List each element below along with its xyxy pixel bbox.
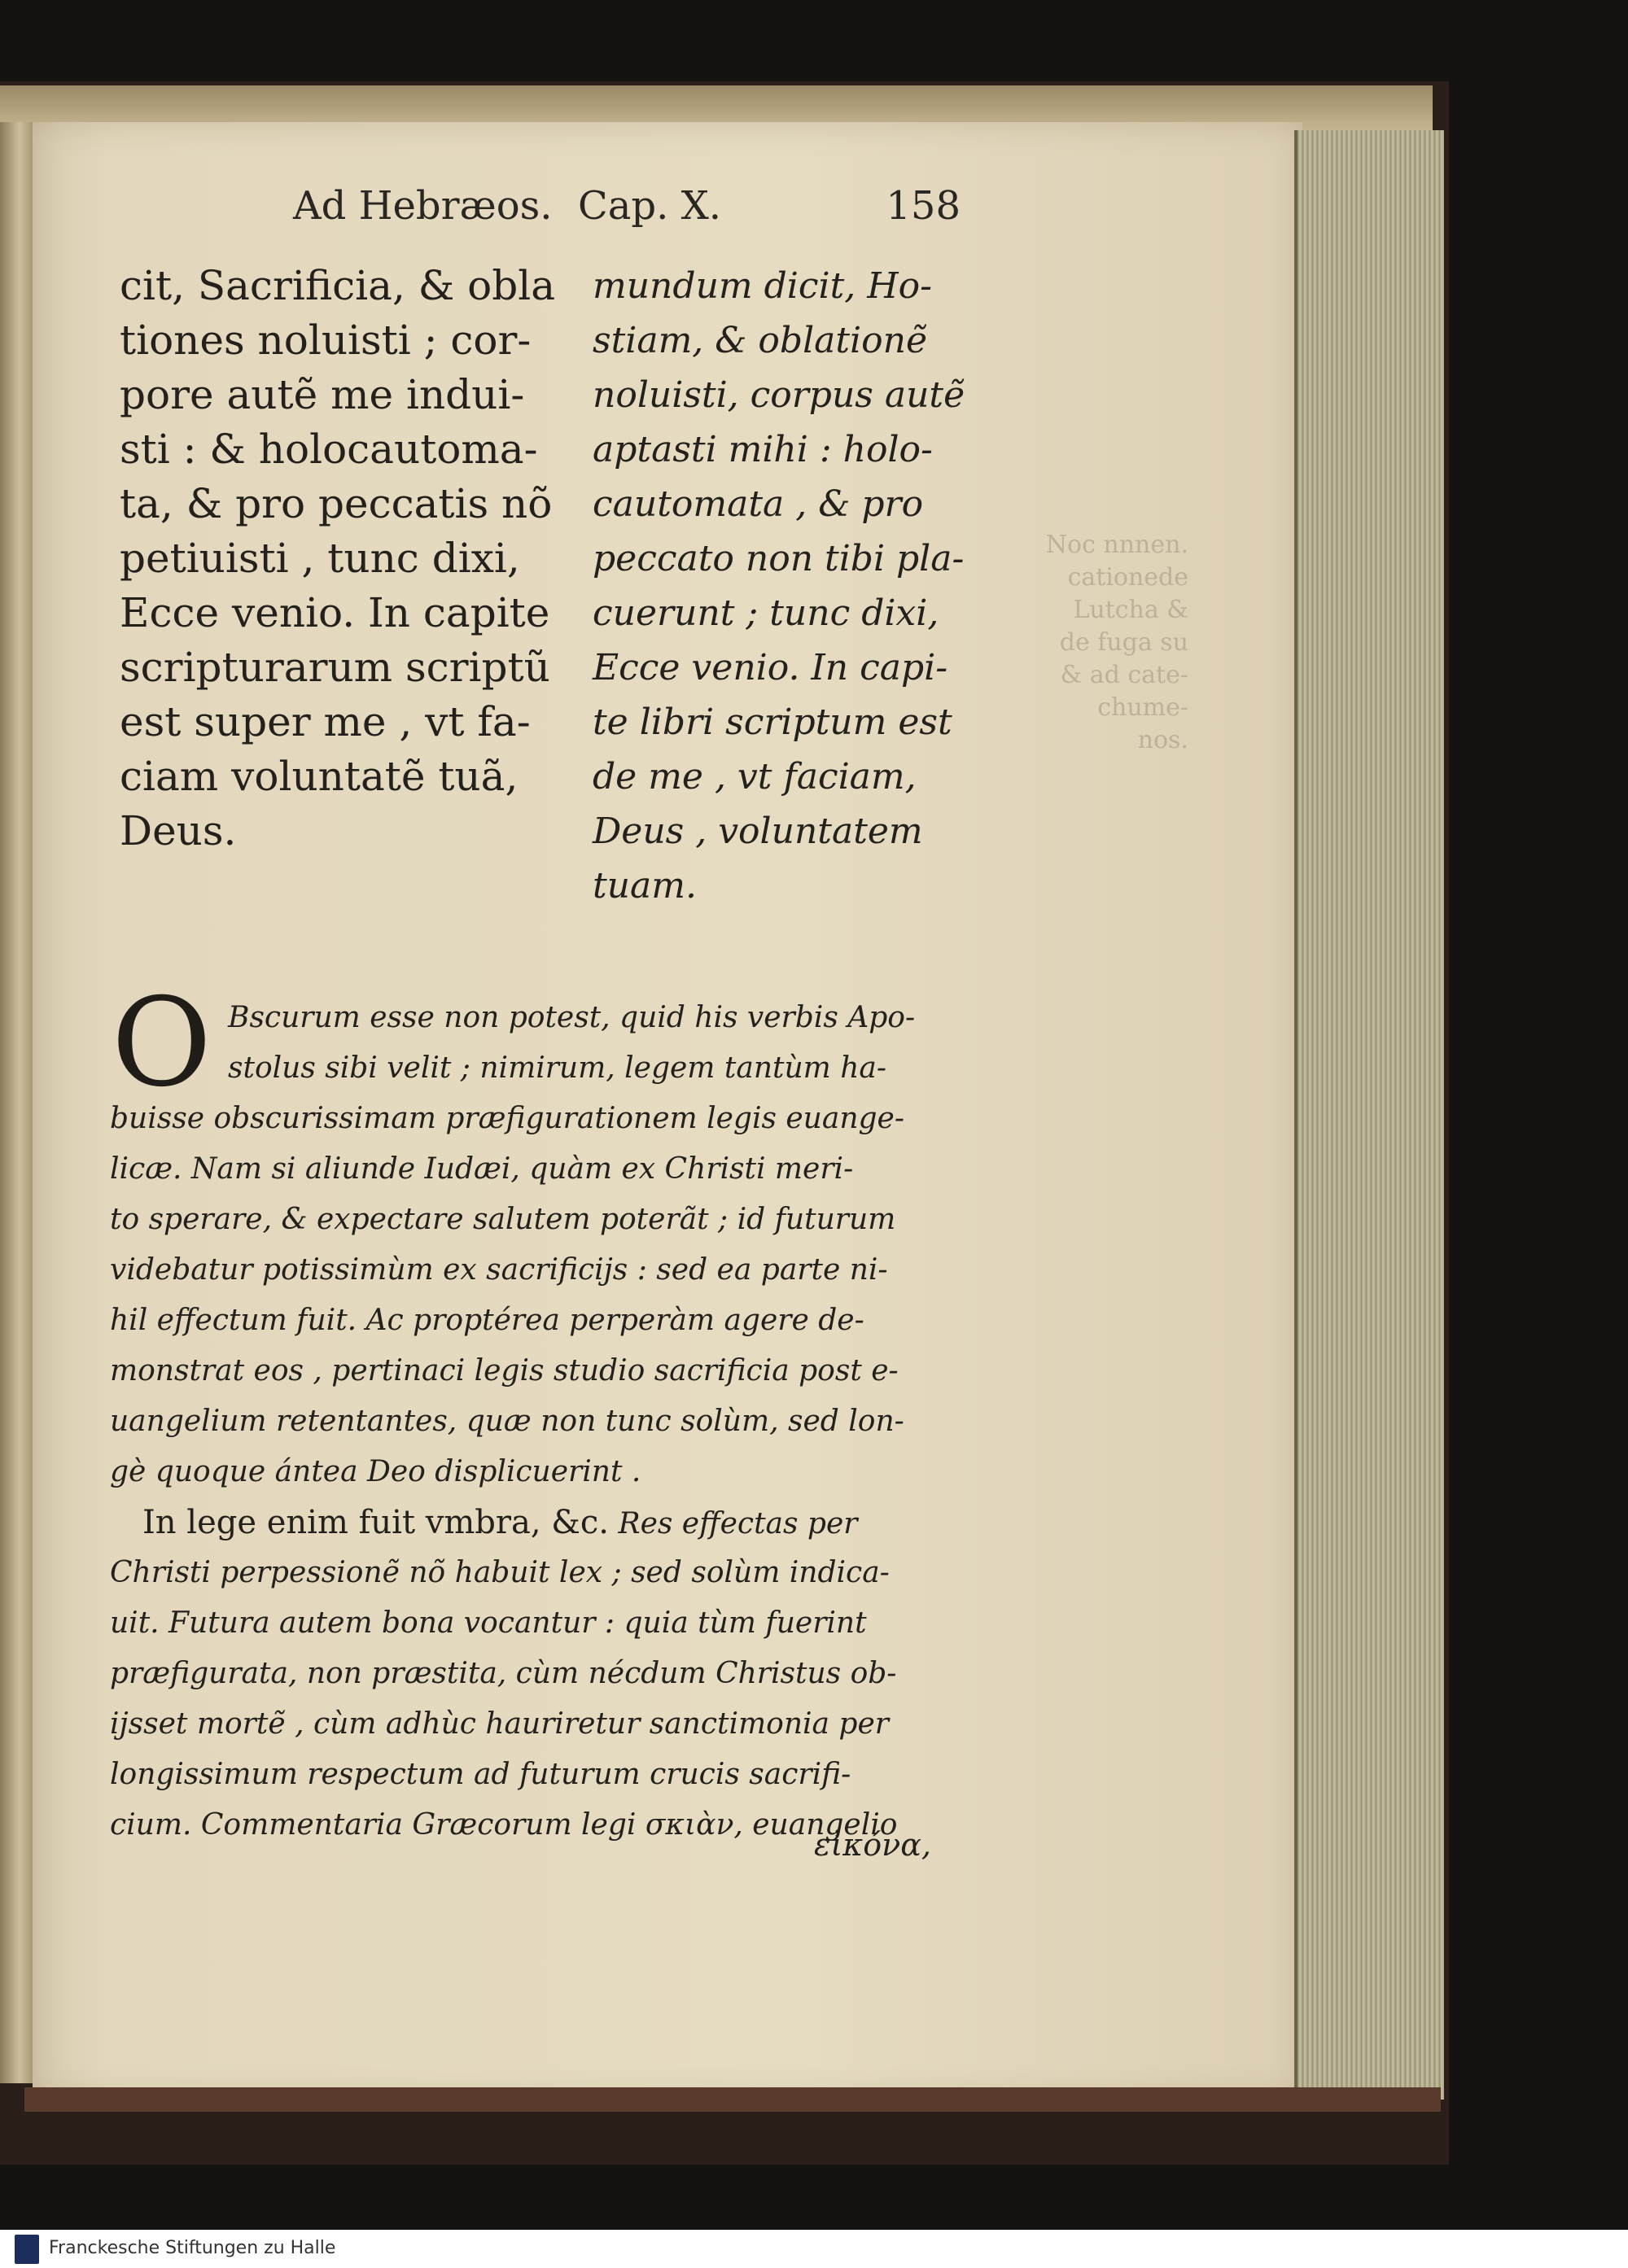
- commentary-line: præfigurata, non præstita, cùm nécdum Christus ob-: [110, 1657, 897, 1690]
- italic-text-column: [593, 259, 967, 913]
- commentary-line: uit. Futura autem bona vocantur : quia tùm fuerint: [110, 1606, 867, 1640]
- text-line: cit, Sacrificia, & obla: [120, 262, 556, 309]
- text-line: aptasti mihi : holo-: [593, 429, 933, 470]
- text-line: ta, & pro peccatis nõ: [120, 480, 553, 527]
- lemma-line: [110, 1497, 965, 1548]
- lemma-italic: Res effectas per: [609, 1507, 858, 1540]
- catchword: εἰκόνα,: [814, 1827, 931, 1863]
- commentary-line: buisse obscurissimam præfigurationem legis euange-: [110, 1102, 905, 1135]
- commentary-line: licæ. Nam si aliunde Iudæi, quàm ex Christi meri-: [110, 1152, 854, 1186]
- text-line: peccato non tibi pla-: [593, 538, 965, 579]
- text-line: stiam, & oblationẽ: [593, 320, 927, 361]
- text-line: noluisti, corpus autẽ: [593, 374, 965, 416]
- text-line: petiuisti , tunc dixi,: [120, 535, 520, 582]
- footer-label: Franckesche Stiftungen zu Halle: [49, 2238, 336, 2258]
- commentary-block: [110, 972, 965, 1851]
- commentary-line: monstrat eos , pertinaci legis studio sacrificia post e-: [110, 1354, 899, 1387]
- page-number: 158: [886, 183, 961, 229]
- page-fore-edge: [1294, 130, 1444, 2100]
- left-page-edge: [0, 122, 33, 2083]
- text-line: te libri scriptum est: [593, 701, 952, 743]
- text-line: cuerunt ; tunc dixi,: [593, 592, 939, 634]
- text-line: scripturarum scriptũ: [120, 644, 550, 691]
- text-line: mundum dicit, Ho-: [593, 265, 932, 307]
- commentary-line: gè quoque ántea Deo displicuerint .: [110, 1455, 641, 1488]
- commentary-line: uangelium retentantes, quæ non tunc solùm, sed lon-: [110, 1405, 904, 1438]
- text-line: tiones noluisti ; cor-: [120, 317, 532, 364]
- commentary-line: ijsset mortẽ , cùm adhùc hauriretur sanctimonia per: [110, 1707, 889, 1741]
- bleed-through-text: Noc nnnen. cationede Lutcha & de fuga su & ad cate- chume- nos.: [1045, 531, 1188, 754]
- text-line: Ecce venio. In capite: [120, 589, 550, 636]
- text-line: pore autẽ me indui-: [120, 371, 525, 418]
- commentary-line: videbatur potissimùm ex sacrificijs : sed ea parte ni-: [110, 1253, 888, 1287]
- running-title: Ad Hebræos.: [293, 183, 553, 229]
- commentary-line: to sperare, & expectare salutem poterãt ; id futurum: [110, 1203, 896, 1236]
- chapter-label: Cap. X.: [578, 183, 722, 229]
- book-bottom-edge: [24, 2087, 1441, 2112]
- footer-bar: [0, 2230, 1628, 2268]
- commentary-line: stolus sibi velit ; nimirum, legem tantùm ha-: [228, 1051, 887, 1085]
- commentary-line: Christi perpessionẽ nõ habuit lex ; sed solùm indica-: [110, 1556, 890, 1589]
- text-line: tuam.: [593, 865, 697, 907]
- lemma-roman: In lege enim fuit vmbra, &c.: [142, 1504, 610, 1541]
- text-line: est super me , vt fa-: [120, 698, 531, 745]
- drop-cap: O: [112, 972, 212, 1114]
- institution-logo-icon: [15, 2235, 39, 2264]
- commentary-line: hil effectum fuit. Ac proptérea perperàm agere de-: [110, 1304, 864, 1337]
- commentary-line: Bscurum esse non potest, quid his verbis Apo-: [228, 1001, 916, 1034]
- text-line: sti : & holocautoma-: [120, 426, 538, 473]
- text-line: de me , vt faciam,: [593, 756, 917, 798]
- commentary-line: longissimum respectum ad futurum crucis sacrifi-: [110, 1758, 851, 1791]
- text-line: Deus.: [120, 807, 237, 854]
- latin-text-column: [120, 259, 559, 859]
- text-line: Deus , voluntatem: [593, 811, 923, 852]
- text-line: Ecce venio. In capi-: [593, 647, 948, 688]
- page-header: [293, 183, 961, 240]
- commentary-line: cium. Commentaria Græcorum legi σκιὰν, euangelio: [110, 1808, 898, 1842]
- text-line: ciam voluntatẽ tuã,: [120, 753, 519, 800]
- text-line: cautomata , & pro: [593, 483, 924, 525]
